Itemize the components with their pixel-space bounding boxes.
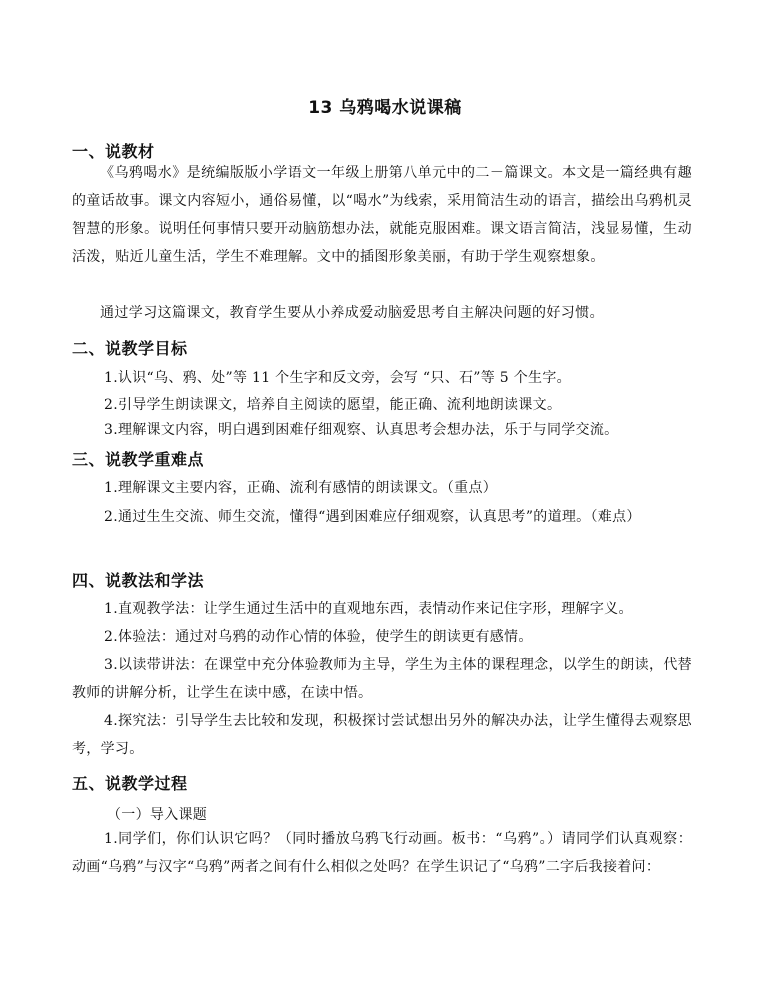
method-item-4: 4.探究法：引导学生去比较和发现，积极探讨尝试想出另外的解决办法，让学生懂得去观察思考，学习。 (72, 713, 692, 757)
paragraph-textbook-goal: 通过学习这篇课文，教育学生要从小养成爱动脑爱思考自主解决问题的好习惯。 (100, 305, 604, 321)
method-item-2: 2.体验法：通过对乌鸦的动作心情的体验，使学生的朗读更有感情。 (104, 629, 533, 645)
method-item-3: 3.以读带讲法：在课堂中充分体验教师为主导，学生为主体的课程理念，以学生的朗读，代替教师的讲解分析，让学生在读中感，在读中悟。 (72, 657, 692, 701)
objective-item-1: 1.认识“乌、鸦、处”等 11 个生字和反文旁，会写 “只、石”等 5 个生字。 (104, 370, 571, 386)
section-heading-process: 五、说教学过程 (72, 774, 188, 793)
objective-item-3: 3.理解课文内容，明白遇到困难仔细观察、认真思考会想办法，乐于与同学交流。 (104, 422, 619, 438)
section-heading-objectives: 二、说教学目标 (72, 339, 188, 358)
document-title: 13 乌鸦喝水说课稿 (308, 98, 462, 118)
section-heading-textbook: 一、说教材 (72, 142, 155, 161)
section-heading-methods: 四、说教法和学法 (72, 571, 205, 590)
key-point-item-2: 2.通过生生交流、师生交流，懂得“遇到困难应仔细观察，认真思考”的道理。（难点） (104, 509, 641, 525)
objective-item-2: 2.引导学生朗读课文，培养自主阅读的愿望，能正确、流利地朗读课文。 (104, 397, 562, 413)
process-item-1: 1.同学们，你们认识它吗？（同时播放乌鸦飞行动画。板书：“乌鸦”。）请同学们认真观察：动画“乌鸦”与汉字“乌鸦”两者之间有什么相似之处吗？在学生识记了“乌鸦”二字后我接着问： (72, 831, 692, 875)
paragraph-textbook-intro: 《乌鸦喝水》是统编版版小学语文一年级上册第八单元中的二－篇课文。本文是一篇经典有趣的童话故事。课文内容短小，通俗易懂，以“喝水”为线索，采用简洁生动的语言，描绘出乌鸦机灵智慧的形象。说明任何事情只要开动脑筋想办法，就能克服困难。课文语言简洁，浅显易懂，生动活泼，贴近儿童生活，学生不难理解。文中的插图形象美丽，有助于学生观察想象。 (72, 165, 692, 265)
method-item-1: 1.直观教学法：让学生通过生活中的直观地东西，表情动作来记住字形，理解字义。 (104, 601, 633, 617)
process-subheading-intro: （一）导入课题 (107, 807, 208, 823)
section-heading-key-points: 三、说教学重难点 (72, 450, 205, 469)
key-point-item-1: 1.理解课文主要内容，正确、流利有感情的朗读课文。（重点） (104, 480, 498, 496)
